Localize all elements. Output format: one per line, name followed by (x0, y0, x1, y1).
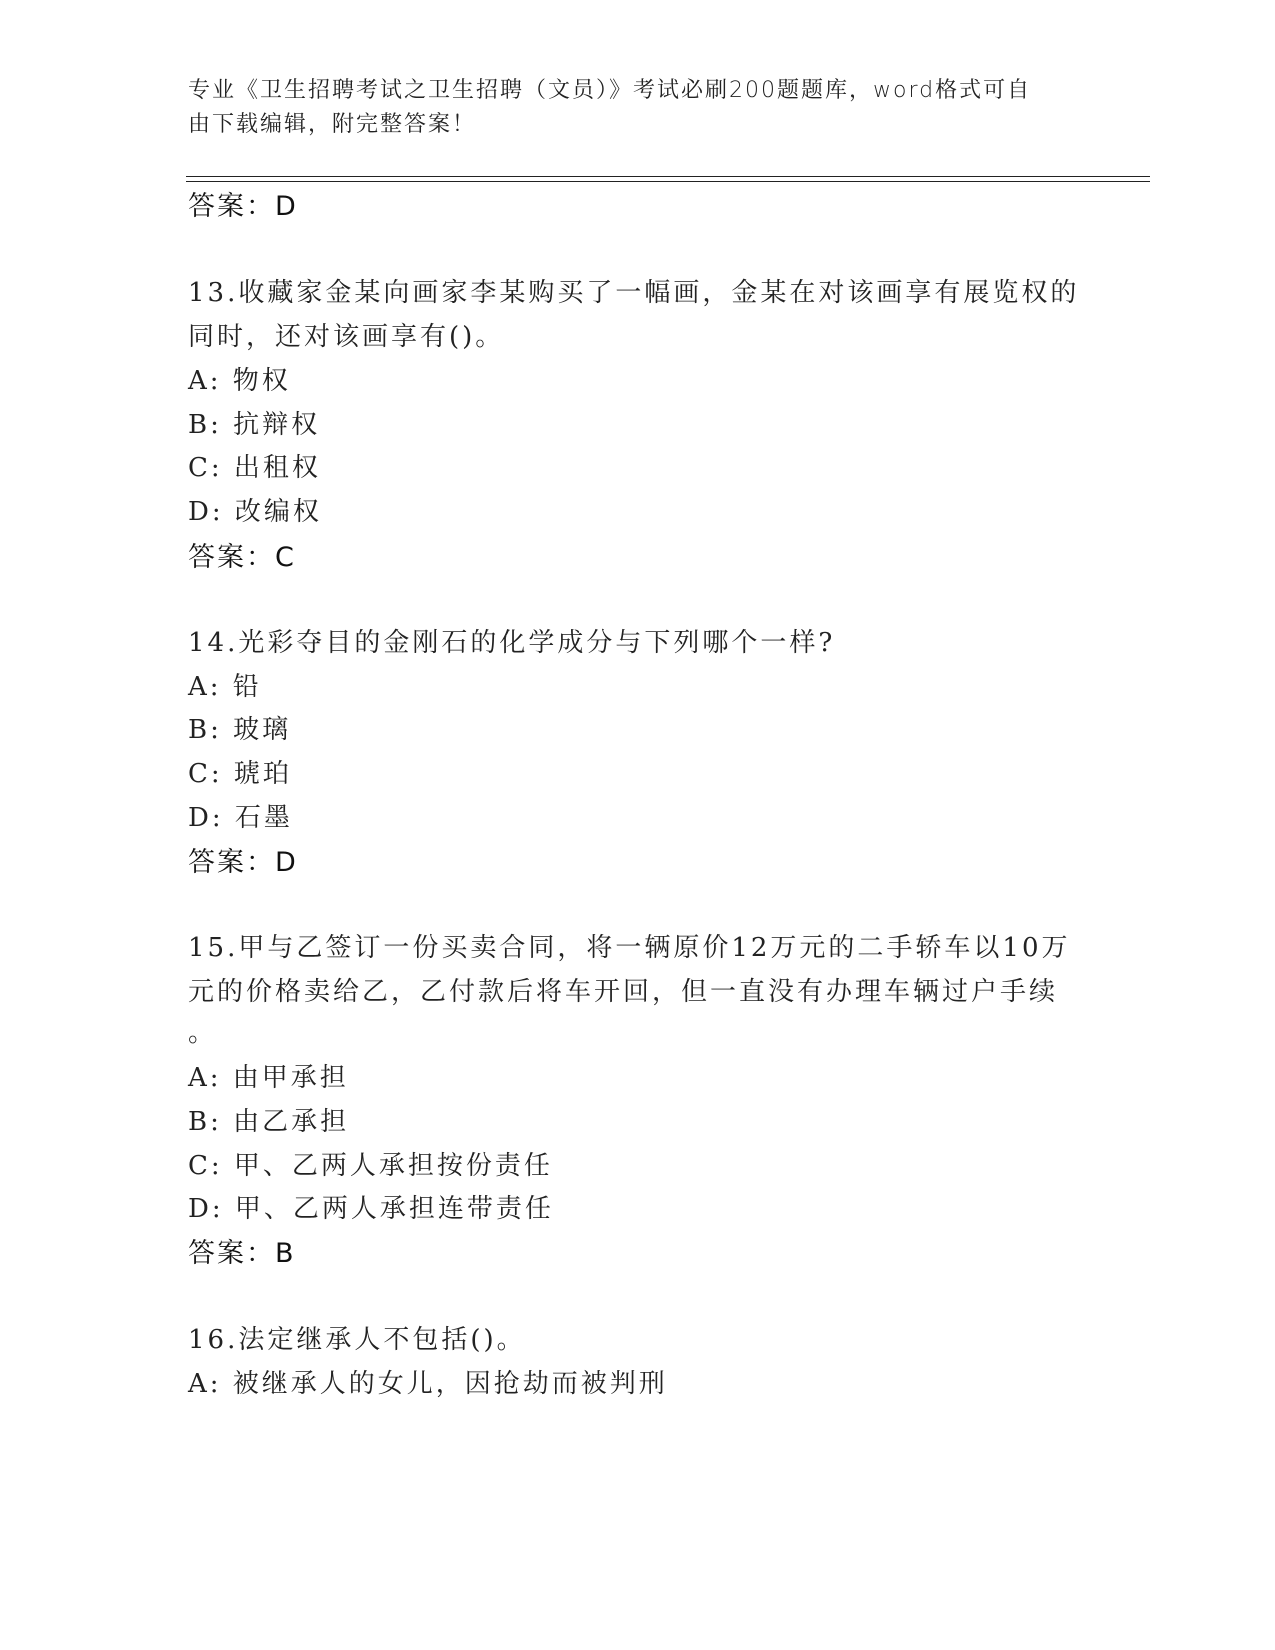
q13-option-b: B: 抗辩权 (188, 410, 321, 440)
answer-q14: 答案：D (188, 847, 298, 878)
q14-option-d: D: 石墨 (188, 803, 293, 833)
q13-option-a: A: 物权 (188, 366, 291, 396)
q15-option-c: C: 甲、乙两人承担按份责任 (188, 1151, 553, 1181)
q13-option-c: C: 出租权 (188, 453, 321, 483)
answer-q13: 答案：C (188, 542, 296, 573)
q13-option-d: D: 改编权 (188, 497, 322, 527)
q15-stem-line-3: 。 (188, 1018, 218, 1048)
q15-option-b: B: 由乙承担 (188, 1107, 350, 1137)
document-header (188, 74, 1068, 142)
header-line-2: 由下载编辑，附完整答案！ (188, 112, 477, 137)
q16-stem-line-1: 16.法定继承人不包括()。 (188, 1325, 526, 1355)
header-line-1: 专业《卫生招聘考试之卫生招聘（文员）》考试必刷200题题库，word格式可自 (188, 78, 1032, 103)
header-divider (186, 176, 1150, 177)
q16-option-a: A: 被继承人的女儿，因抢劫而被判刑 (188, 1369, 668, 1399)
q14-option-c: C: 琥珀 (188, 759, 292, 789)
q15-option-a: A: 由甲承担 (188, 1063, 349, 1093)
q14-stem-line-1: 14.光彩夺目的金刚石的化学成分与下列哪个一样? (188, 628, 836, 658)
q13-stem-line-2: 同时，还对该画享有()。 (188, 322, 505, 352)
header-divider-secondary (186, 181, 1150, 182)
answer-q15: 答案：B (188, 1238, 296, 1269)
answer-q12: 答案：D (188, 191, 298, 222)
q13-stem-line-1: 13.收藏家金某向画家李某购买了一幅画，金某在对该画享有展览权的 (188, 278, 1080, 308)
q14-option-a: A: 铅 (188, 672, 262, 702)
q15-stem-line-2: 元的价格卖给乙，乙付款后将车开回，但一直没有办理车辆过户手续 (188, 977, 1059, 1007)
q15-stem-line-1: 15.甲与乙签订一份买卖合同，将一辆原价12万元的二手轿车以10万 (188, 933, 1071, 963)
q14-option-b: B: 玻璃 (188, 715, 292, 745)
q15-option-d: D: 甲、乙两人承担连带责任 (188, 1194, 554, 1224)
